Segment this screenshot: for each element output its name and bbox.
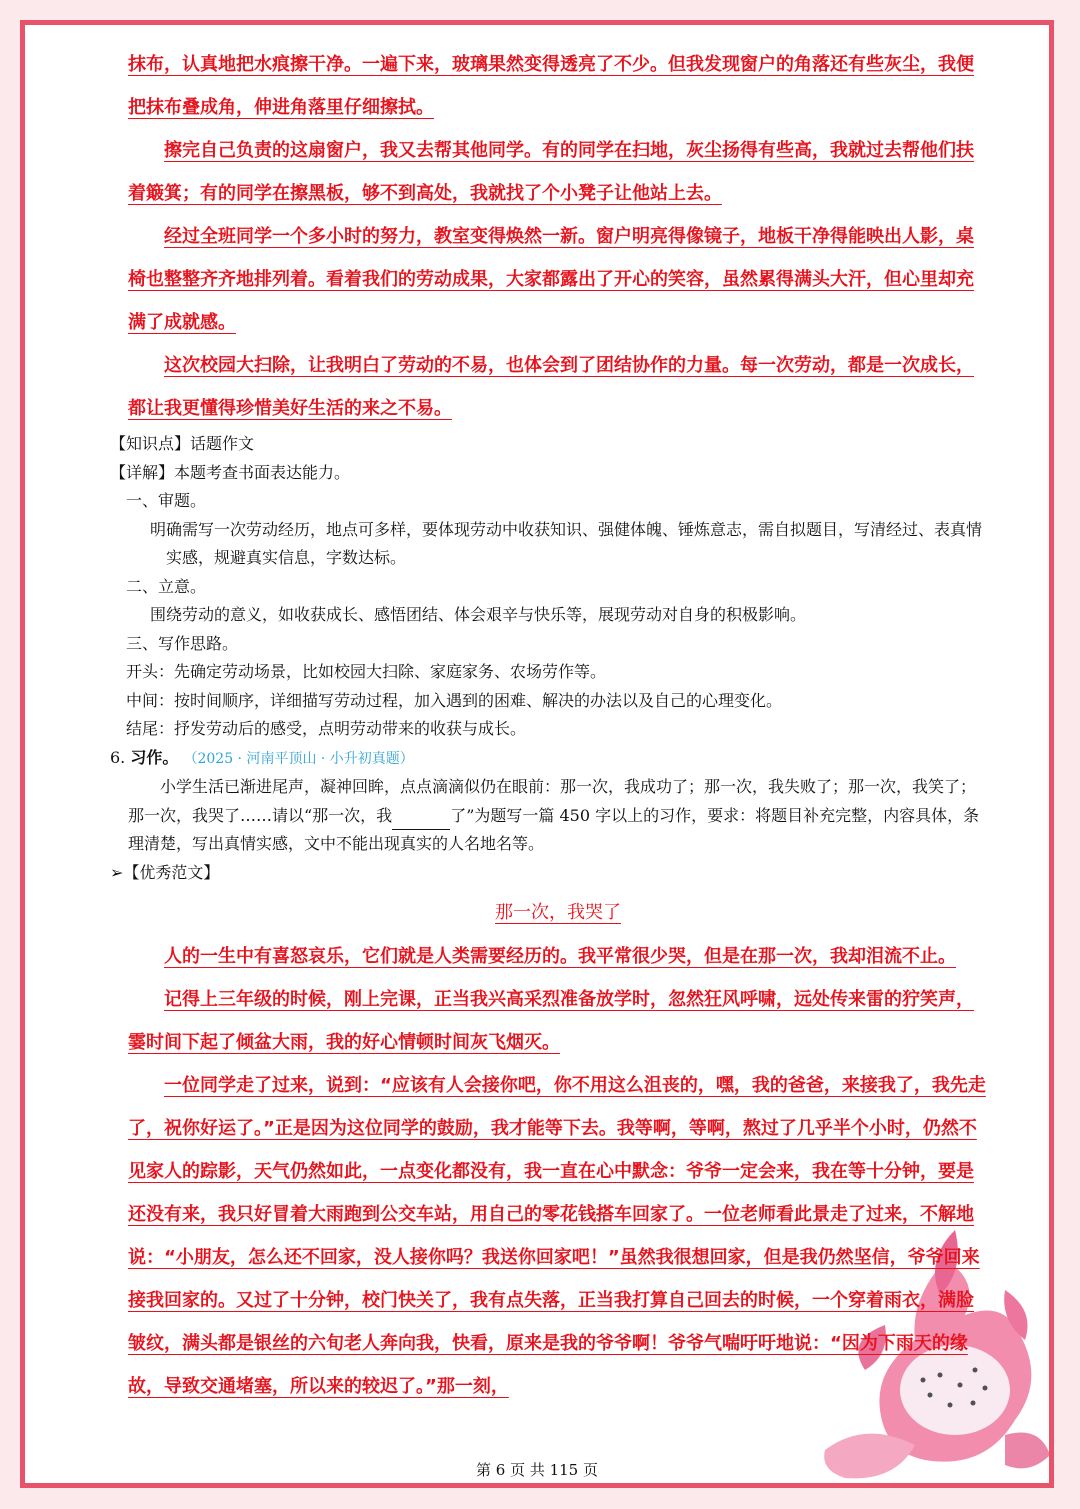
outline-opening: 开头：先确定劳动场景，比如校园大扫除、家庭家务、农场劳作等。 — [126, 662, 607, 681]
question-source: （2025 · 河南平顶山 · 小升初真题） — [183, 750, 414, 767]
section-title: 三、写作思路。 — [126, 633, 239, 653]
fill-blank — [392, 811, 450, 830]
question-number: 6. — [110, 747, 126, 767]
question-prompt: 小学生活已渐进尾声，凝神回眸，点点滴滴似仍在眼前：那一次，我成功了；那一次，我失败了；那一次，我笑了；那一次，我哭了……请以“那一次，我 了”为题写一篇 450 字以上的习作，要求：将题目补充完整，内容具体，条理清楚，写出真情实感，文中不能出现真实的人名地名等。 — [128, 777, 980, 853]
section-title: 二、立意。 — [126, 576, 207, 596]
essay-paragraph: 记得上三年级的时候，刚上完课，正当我兴高采烈准备放学时，忽然狂风呼啸，远处传来雷的狞笑声，霎时间下起了倾盆大雨，我的好心情顿时间灰飞烟灭。 — [128, 989, 974, 1053]
essay-paragraph: 人的一生中有喜怒哀乐，它们就是人类需要经历的。我平常很少哭，但是在那一次，我却泪流不止。 — [164, 946, 956, 967]
page-number: 第 6 页 共 115 页 — [475, 1461, 598, 1479]
analysis-section — [110, 430, 988, 744]
question-label: 习作。 — [130, 747, 179, 767]
essay-paragraph: 一位同学走了过来，说到：“应该有人会接你吧，你不用这么沮丧的，嘿，我的爸爸，来接我了，我先走了，祝你好运了。”正是因为这位同学的鼓励，我才能等下去。我等啊，等啊，熬过了几乎半个小时，仍然不见家人的踪影，天气仍然如此，一点变化都没有，我一直在心中默念：爷爷一定会来，我在等十分钟，要是还没有来，我只好冒着大雨跑到公交车站，用自己的零花钱搭车回家了。一位老师看此景走了过来，不解地说：“小朋友，怎么还不回家，没人接你吗？我送你回家吧！”虽然我很想回家，但是我仍然坚信，爷爷回来接我回家的。又过了十分钟，校门快关了，我有点失落，正当我打算自己回去的时候，一个穿着雨衣，满脸皱纹，满头都是银丝的六旬老人奔向我，快看，原来是我的爷爷啊！爷爷气喘吁吁地说：“因为下雨天的缘故，导致交通堵塞，所以来的较迟了。”那一刻， — [128, 1075, 986, 1397]
essay-paragraph: 抹布，认真地把水痕擦干净。一遍下来，玻璃果然变得透亮了不少。但我发现窗户的角落还有些灰尘，我便把抹布叠成角，伸进角落里仔细擦拭。 — [128, 54, 974, 118]
section-body: 围绕劳动的意义，如收获成长、感悟团结、体会艰辛与快乐等，展现劳动对自身的积极影响。 — [150, 605, 807, 624]
page-content — [110, 43, 988, 1408]
section-title: 一、审题。 — [126, 491, 207, 510]
essay-title: 那一次，我哭了 — [495, 902, 621, 923]
detail-heading: 【详解】本题考查书面表达能力。 — [110, 462, 351, 482]
essay-paragraph: 经过全班同学一个多小时的努力，教室变得焕然一新。窗户明亮得像镜子，地板干净得能映出人影，桌椅也整整齐齐地排列着。看着我们的劳动成果，大家都露出了开心的笑容，虽然累得满头大汗，但心里却充满了成就感。 — [128, 226, 974, 333]
document-page — [20, 20, 1054, 1488]
outline-ending: 结尾：抒发劳动后的感受，点明劳动带来的收获与成长。 — [126, 719, 527, 738]
section-body: 明确需写一次劳动经历，地点可多样，要体现劳动中收获知识、强健体魄、锤炼意志，需自拟题目，写清经过、表真情实感，规避真实信息，字数达标。 — [150, 519, 983, 567]
outline-middle: 中间：按时间顺序，详细描写劳动过程，加入遇到的困难、解决的办法以及自己的心理变化。 — [126, 690, 783, 710]
essay-paragraph: 这次校园大扫除，让我明白了劳动的不易，也体会到了团结协作的力量。每一次劳动，都是一次成长，都让我更懂得珍惜美好生活的来之不易。 — [128, 355, 974, 419]
knowledge-point: 【知识点】话题作文 — [110, 434, 255, 453]
essay-paragraph: 擦完自己负责的这扇窗户，我又去帮其他同学。有的同学在扫地，灰尘扬得有些高，我就过去帮他们扶着簸箕；有的同学在擦黑板，够不到高处，我就找了个小凳子让他站上去。 — [128, 140, 974, 204]
question-header — [110, 744, 988, 774]
excellent-essay-label: ➢【优秀范文】 — [110, 862, 220, 882]
